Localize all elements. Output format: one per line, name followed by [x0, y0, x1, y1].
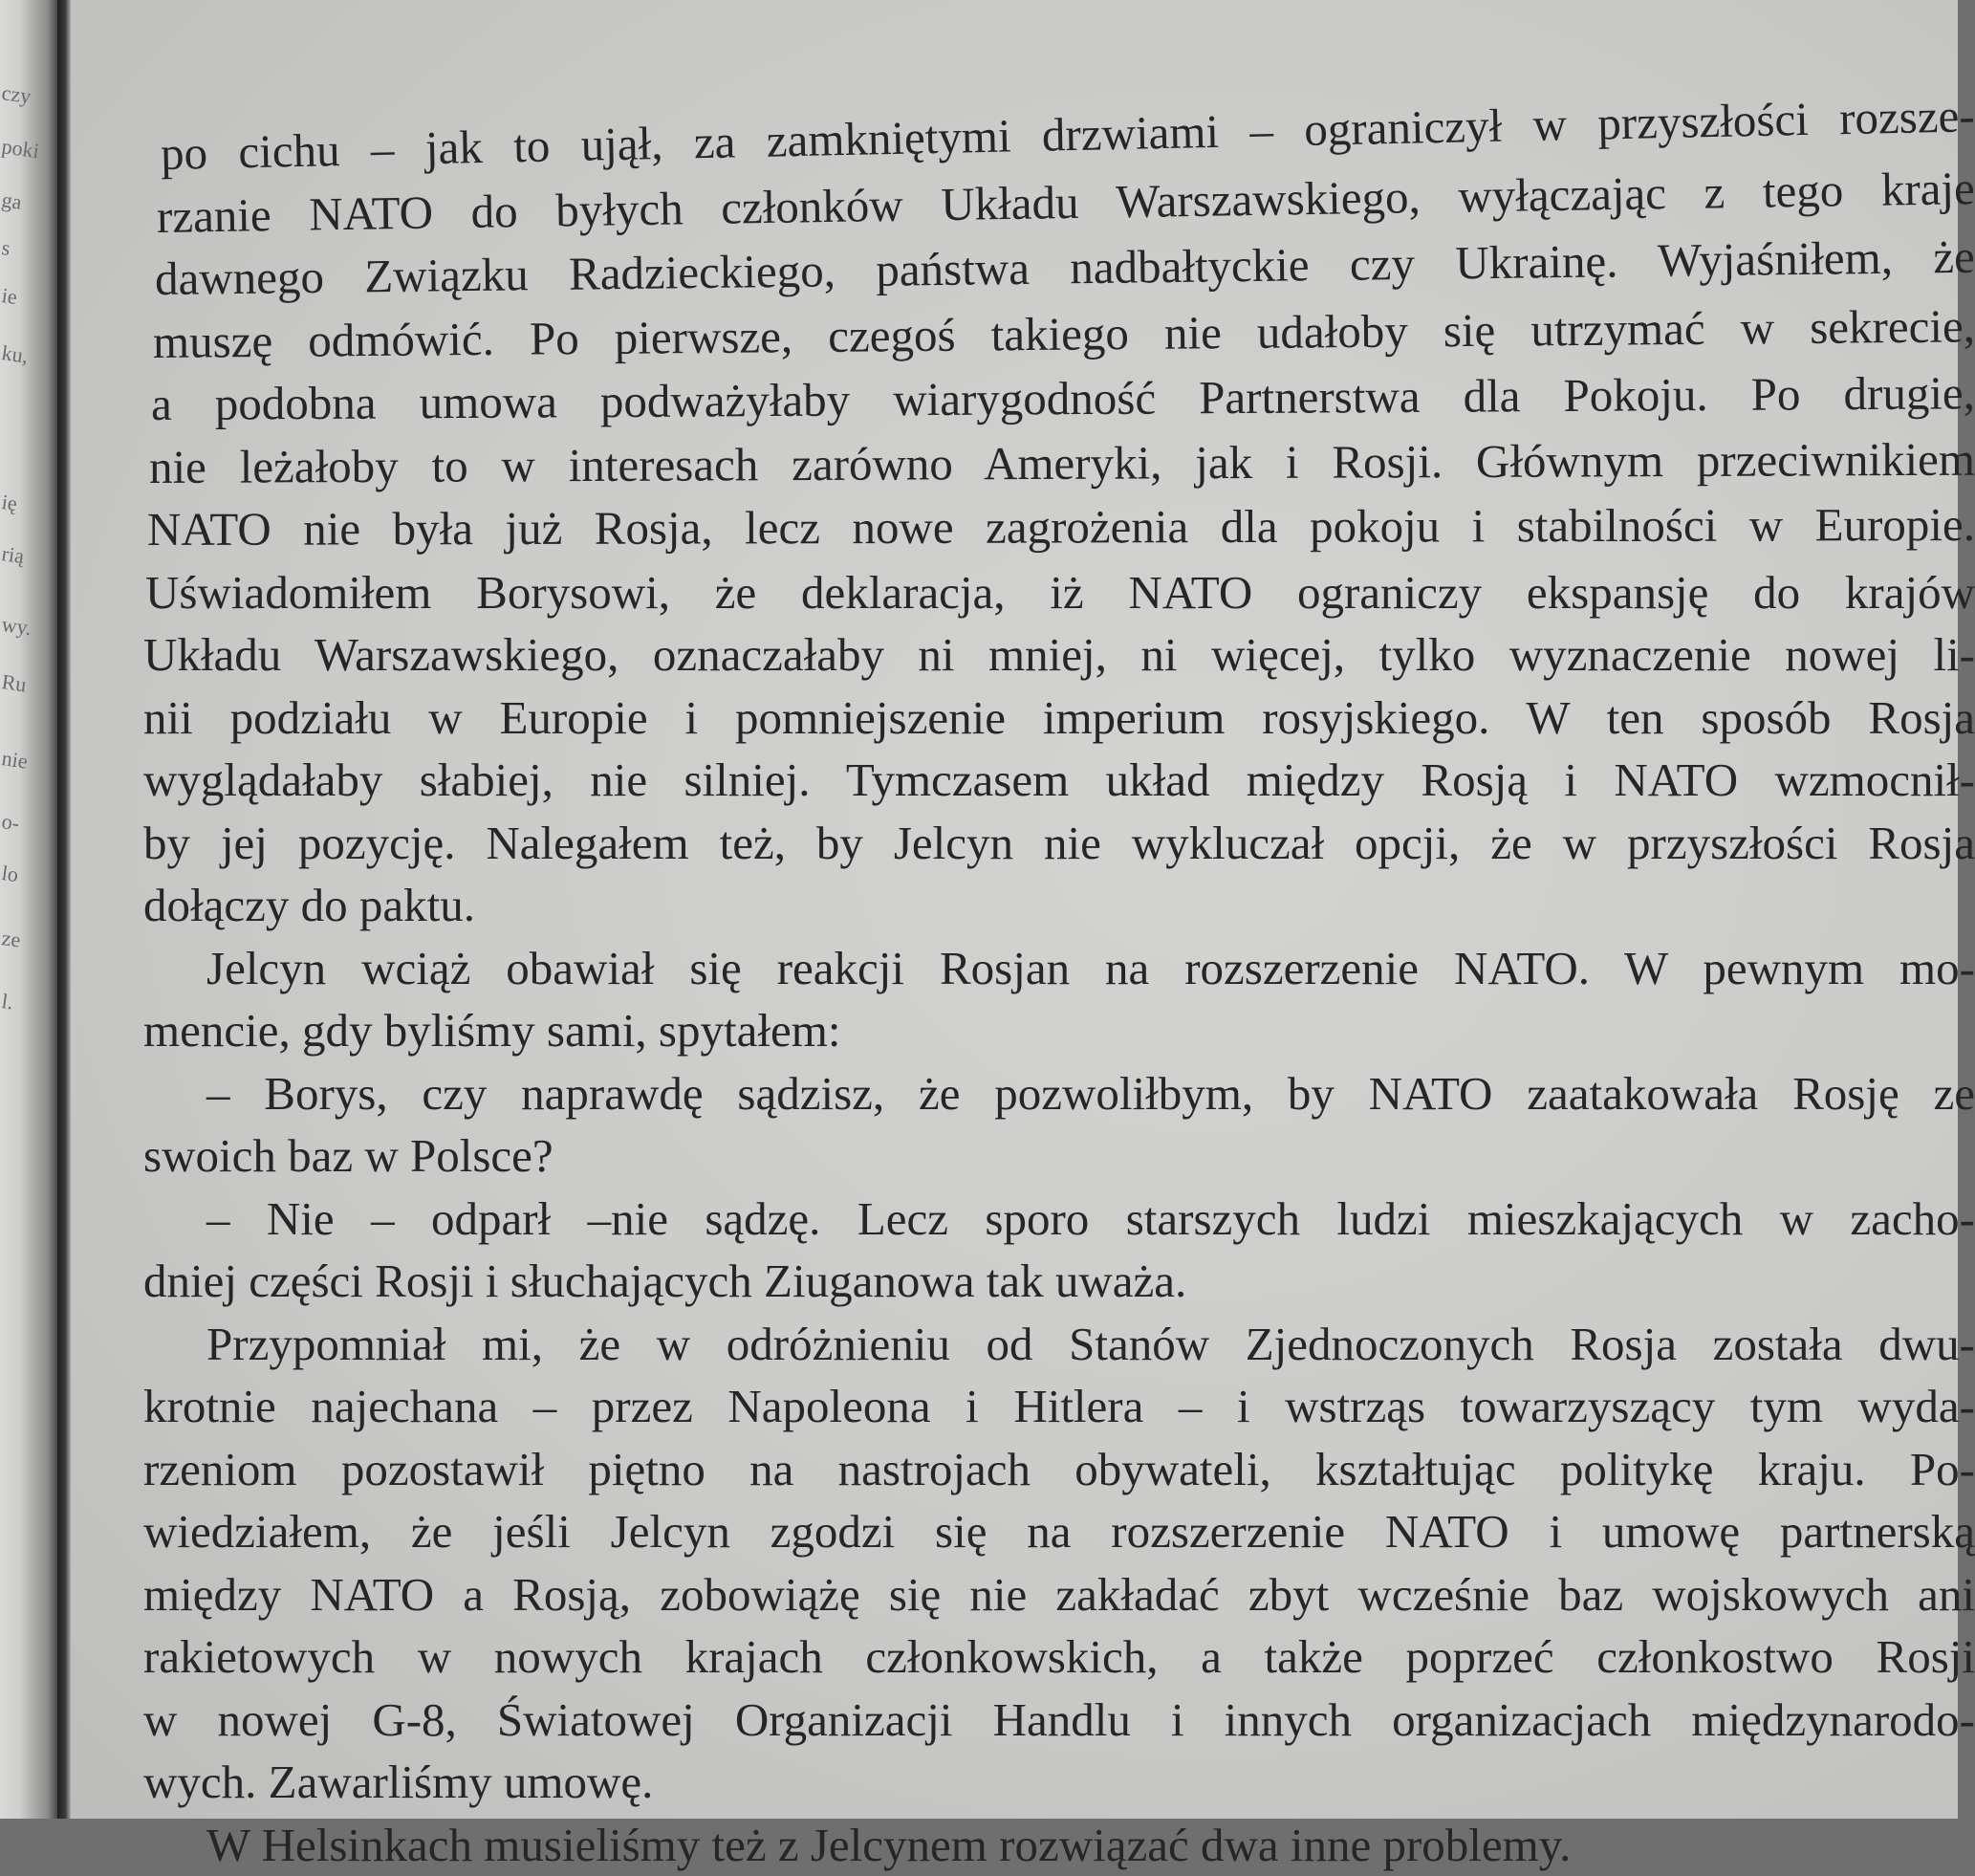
edge-fragment: ze — [0, 926, 41, 955]
edge-fragment: ię — [0, 490, 41, 519]
text-line: Układu Warszawskiego, oznaczałaby ni mniej, ni więcej, tylko wyznaczenie nowej li- — [143, 623, 1975, 687]
edge-fragment: l. — [0, 989, 41, 1018]
text-line: rzeniom pozostawił piętno na nastrojach obywateli, kształtując politykę kraju. Po- — [143, 1438, 1975, 1501]
text-line: w nowej G-8, Światowej Organizacji Handlu i innych organizacjach międzynarodo- — [143, 1689, 1975, 1752]
text-line: między NATO a Rosją, zobowiążę się nie zakładać zbyt wcześnie baz wojskowych ani — [143, 1563, 1975, 1626]
edge-fragment: ku, — [0, 340, 41, 370]
edge-fragment: poki — [0, 134, 41, 164]
book-gutter — [57, 0, 71, 1819]
text-line: – Borys, czy naprawdę sądzisz, że pozwoliłbym, by NATO zaatakowała Rosję ze — [143, 1062, 1975, 1125]
text-line: a podobna umowa podważyłaby wiarygodność Partnerstwa dla Pokoju. Po drugie, — [151, 361, 1975, 435]
edge-fragment: rią — [0, 541, 41, 571]
text-line: Uświadomiłem Borysowi, że deklaracja, iż NATO ograniczy ekspansję do krajów — [145, 561, 1975, 624]
book-page — [71, 0, 1958, 1819]
text-line: po cichu – jak to ujął, za zamkniętymi drzwiami – ograniczył w przyszłości rozsze- — [160, 84, 1975, 185]
text-line: Przypomniał mi, że w odróżnieniu od Stanów Zjednoczonych Rosja została dwu- — [143, 1313, 1975, 1376]
text-line: rakietowych w nowych krajach członkowskich, a także poprzeć członkostwo Rosji — [143, 1625, 1975, 1689]
text-line: NATO nie była już Rosja, lecz nowe zagrożenia dla pokoju i stabilności w Europie. — [147, 493, 1975, 561]
text-line: swoich baz w Polsce? — [143, 1124, 1975, 1188]
text-line: dołączy do paktu. — [143, 874, 1975, 937]
edge-fragment: nie — [0, 746, 41, 775]
edge-fragment: lo — [0, 861, 41, 890]
edge-fragment: wy. — [0, 612, 41, 642]
edge-fragment: o- — [0, 809, 41, 839]
text-line: – Nie – odparł –nie sądzę. Lecz sporo starszych ludzi mieszkających w zacho- — [143, 1188, 1975, 1251]
edge-fragment: s — [0, 235, 41, 265]
text-line: krotnie najechana – przez Napoleona i Hitlera – i wstrząs towarzyszący tym wyda- — [143, 1375, 1975, 1438]
text-line: rzanie NATO do byłych członków Układu Warszawskiego, wyłączając z tego kraje — [156, 157, 1975, 248]
edge-fragment: Ru — [0, 669, 41, 699]
text-line: wych. Zawarliśmy umowę. — [143, 1751, 1975, 1814]
text-line: nie leżałoby to w interesach zarówno Ameryki, jak i Rosji. Głównym przeciwnikiem — [149, 427, 1975, 498]
edge-fragment: czy — [0, 80, 41, 110]
edge-fragment: ie — [0, 283, 41, 313]
text-line: wyglądałaby słabiej, nie silniej. Tymczasem układ między Rosją i NATO wzmocnił- — [143, 749, 1975, 812]
text-line: Jelcyn wciąż obawiał się reakcji Rosjan na rozszerzenie NATO. W pewnym mo- — [143, 937, 1975, 1000]
edge-fragment: ga — [0, 187, 41, 217]
text-line: dniej części Rosji i słuchających Ziuganowa tak uważa. — [143, 1250, 1975, 1313]
body-text — [143, 122, 1975, 1876]
text-line: dawnego Związku Radzieckiego, państwa nadbałtyckie czy Ukrainę. Wyjaśniłem, że — [155, 226, 1975, 311]
text-line: mencie, gdy byliśmy sami, spytałem: — [143, 999, 1975, 1062]
left-page-edge — [0, 0, 57, 1819]
text-line: W Helsinkach musieliśmy też z Jelcynem rozwiązać dwa inne problemy. — [143, 1814, 1975, 1876]
text-line: by jej pozycję. Nalegałem też, by Jelcyn nie wykluczał opcji, że w przyszłości Rosja — [143, 812, 1975, 875]
text-line: nii podziału w Europie i pomniejszenie imperium rosyjskiego. W ten sposób Rosja — [143, 687, 1975, 750]
text-line: wiedziałem, że jeśli Jelcyn zgodzi się na rozszerzenie NATO i umowę partnerską — [143, 1500, 1975, 1563]
text-line: muszę odmówić. Po pierwsze, czegoś takiego nie udałoby się utrzymać w sekrecie, — [153, 294, 1975, 373]
